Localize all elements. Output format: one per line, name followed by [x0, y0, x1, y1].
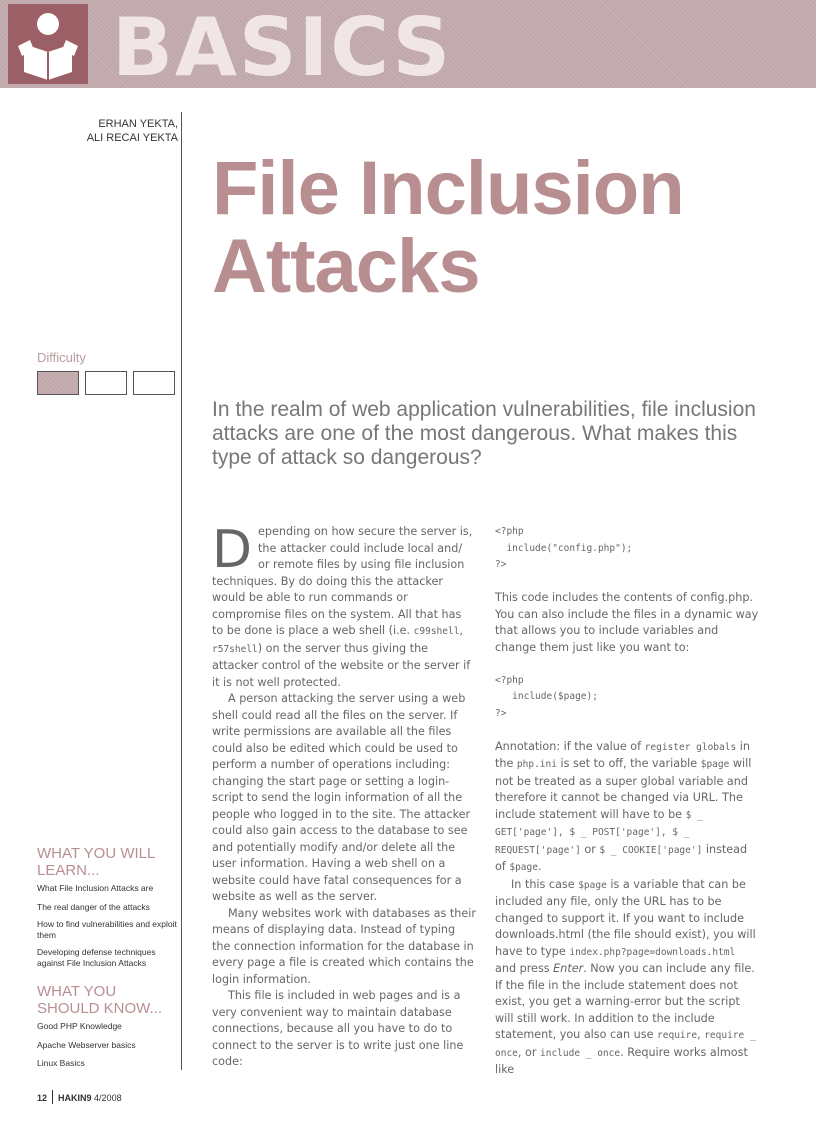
learn-item: Developing defense techniques against File Inclusion Attacks	[37, 947, 156, 968]
know-item: Linux Basics	[37, 1058, 85, 1068]
code-block: <?php include("config.php"); ?>	[495, 526, 633, 570]
author-2: ALI RECAI YEKTA	[86, 132, 178, 144]
know-item: Apache Webserver basics	[37, 1040, 136, 1050]
drop-cap: D	[212, 520, 253, 580]
difficulty-box-3	[133, 371, 175, 395]
page-number: 12	[37, 1093, 48, 1103]
learn-item: The real danger of the attacks	[37, 902, 150, 912]
article-title	[212, 146, 792, 309]
section-logo	[8, 4, 88, 84]
body-paragraph: This file is included in web pages and is a very convenient way to maintain database connections, because all you have to do to connect to the server is to write just one line code:	[212, 989, 464, 1068]
code-block: <?php include($page); ?>	[495, 674, 598, 719]
body-column-2	[495, 524, 759, 1079]
know-heading: WHAT YOU SHOULD KNOW...	[37, 983, 163, 1017]
difficulty-box-2	[85, 371, 127, 395]
title-line-1: File Inclusion	[212, 146, 684, 231]
body-paragraph: Many websites work with databases as their means of displaying data. Instead of typing the connection information for the database in every page a file is created which contains the login information.	[212, 906, 476, 986]
author-byline	[40, 117, 178, 145]
body-paragraph: In this case $page is a variable that can be included any file, only the URL has to be changed to support it. If you want to include downloads.html (the file should exist), you will have to type index.php?page=downloads.html and press Enter. Now you can include any file. If the file in the include statement does not exist, you get a warning-error but the script will still work. In addition to the include statement, you also can use require, require _ once, or include _ once. Require works almost like	[495, 877, 756, 1076]
lead-paragraph: In the realm of web application vulnerabilities, file inclusion attacks are one of the most dangerous. What makes this type of attack so dangerous?	[212, 398, 756, 469]
learn-item: What File Inclusion Attacks are	[37, 883, 154, 893]
difficulty-box-1	[37, 371, 79, 395]
learn-item: How to find vulnerabilities and exploit them	[37, 919, 177, 940]
body-paragraph: Depending on how secure the server is, the attacker could include local and/ or remote files by using file inclusion techniques. By do doing this the attacker would be able to run commands or compromise files on the system. All that has to be done is place a web shell (i.e. c99shell, r57shell) on the server thus giving the attacker control of the website or the server if it is not well protected.	[212, 520, 473, 689]
section-title: BASICS	[112, 1, 453, 94]
reader-icon	[14, 10, 82, 82]
title-line-2: Attacks	[212, 224, 480, 309]
author-1: ERHAN YEKTA,	[98, 118, 178, 130]
learn-heading: WHAT YOU WILL LEARN...	[37, 845, 155, 879]
body-column-1	[212, 520, 476, 1071]
annotation-paragraph: Annotation: if the value of register globals in the php.ini is set to off, the variable $page will not be treated as a super global variable and therefore it cannot be changed via URL. The include statement will have to be $ _ GET['page'], $ _ POST['page'], $ _ REQUEST['page'] or $ _ COOKIE['page'] instead of $page.	[495, 739, 752, 873]
body-paragraph: This code includes the contents of config.php. You can also include the files in a dynamic way that allows you to include variables and change them just like you want to:	[495, 591, 759, 654]
difficulty-label: Difficulty	[37, 350, 86, 365]
know-item: Good PHP Knowledge	[37, 1021, 122, 1031]
sidebar-divider	[181, 112, 182, 1070]
magazine-name: HAKIN9	[58, 1093, 92, 1103]
issue-number: 4/2008	[94, 1093, 122, 1103]
body-paragraph: A person attacking the server using a web shell could read all the files on the server. If write permissions are available all the files could also be edited which could be used to perform a number of operations including: changing the start page or setting a login-script to send the login information of all the people who logged in to the site. The attacker could also gain access to the database to see and potentially modify and/or delete all the user information. Having a web shell on a website could have fatal consequences for a website as well as the server.	[212, 692, 471, 903]
page-footer	[37, 1090, 122, 1104]
